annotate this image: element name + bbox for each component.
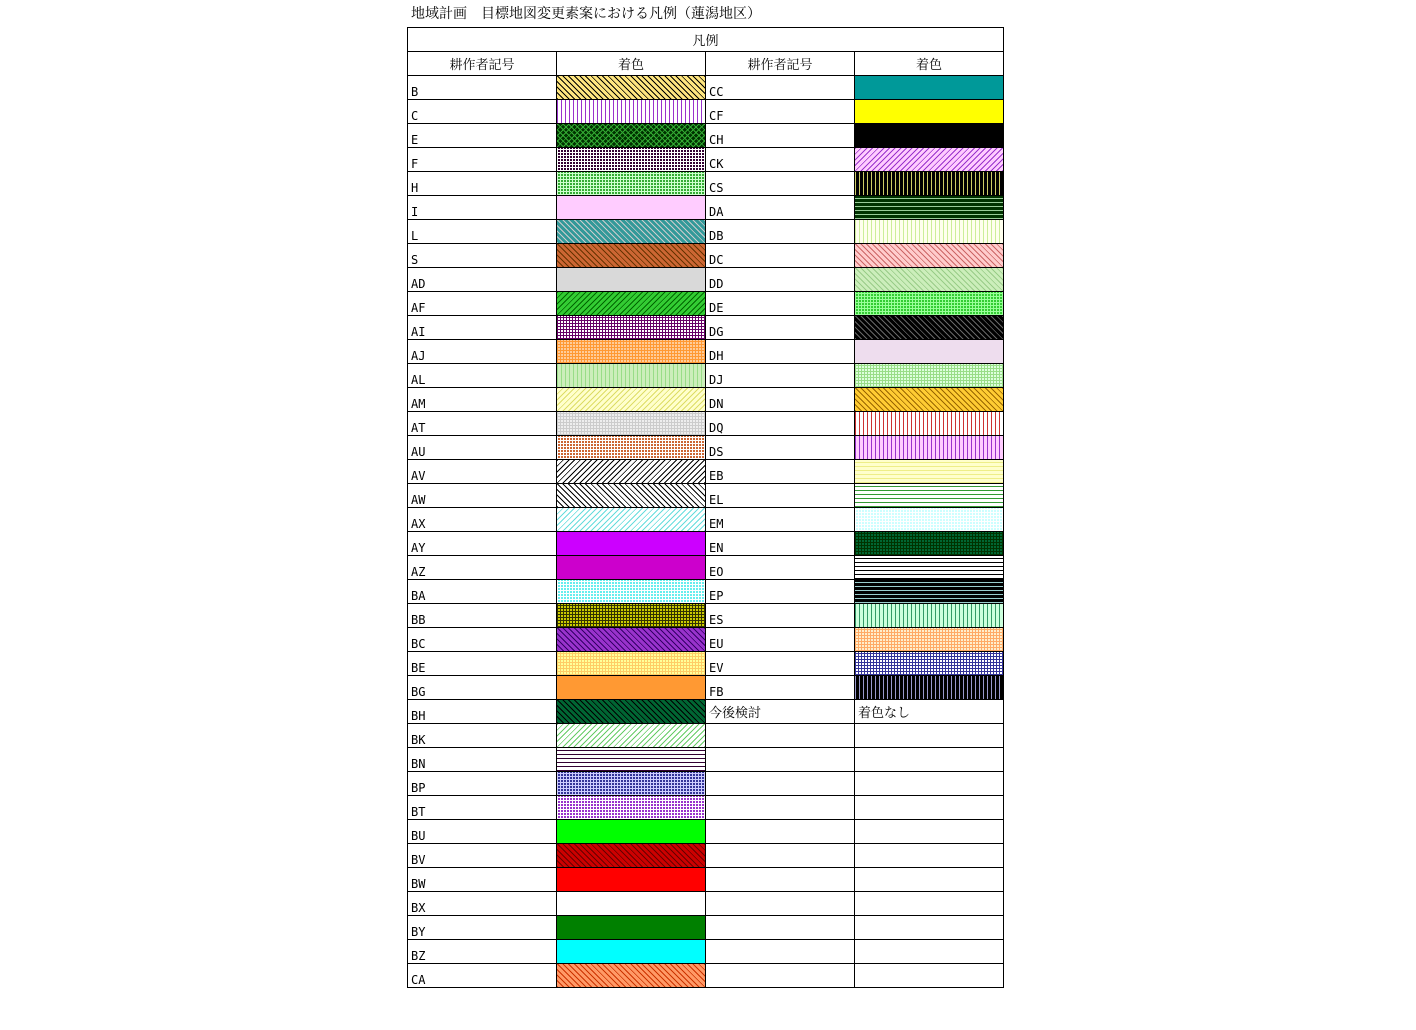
left-color-swatch [557,940,706,964]
legend-row [408,964,1004,988]
color-swatch-fill [557,436,705,459]
left-code-cell: BZ [408,940,557,964]
right-color-text [855,964,1004,988]
right-code-cell: FB [706,676,855,700]
left-code-cell: AL [408,364,557,388]
right-code-cell: DE [706,292,855,316]
right-code-cell: DG [706,316,855,340]
color-swatch-fill [855,316,1003,339]
right-code-cell [706,724,855,748]
left-code-cell: AJ [408,340,557,364]
left-color-swatch [557,964,706,988]
color-swatch-fill [557,220,705,243]
color-swatch-fill [557,292,705,315]
color-swatch-fill [855,364,1003,387]
legend-row [408,676,1004,700]
left-color-swatch [557,532,706,556]
left-color-swatch [557,388,706,412]
left-color-swatch [557,676,706,700]
right-color-swatch [855,220,1004,244]
left-color-swatch [557,100,706,124]
right-code-cell [706,772,855,796]
right-code-cell: DN [706,388,855,412]
color-swatch-fill [557,892,705,915]
legend-caption-row [408,28,1004,52]
legend-row [408,820,1004,844]
color-swatch-fill [557,868,705,891]
color-swatch-fill [855,604,1003,627]
right-color-swatch [855,100,1004,124]
left-color-swatch [557,892,706,916]
right-color-text [855,724,1004,748]
color-swatch-fill [855,460,1003,483]
right-code-cell: EL [706,484,855,508]
right-code-cell [706,868,855,892]
left-code-cell: AY [408,532,557,556]
legend-table [407,27,1004,988]
legend-row [408,556,1004,580]
color-swatch-fill [855,556,1003,579]
left-color-swatch [557,196,706,220]
legend-row [408,412,1004,436]
left-code-cell: BX [408,892,557,916]
right-code-cell: EU [706,628,855,652]
right-color-swatch [855,484,1004,508]
left-color-swatch [557,316,706,340]
right-color-swatch [855,148,1004,172]
left-code-cell: BU [408,820,557,844]
right-code-cell: EM [706,508,855,532]
header-color-right: 着色 [855,52,1004,76]
legend-row [408,580,1004,604]
legend-row [408,484,1004,508]
header-row [408,52,1004,76]
legend-row [408,172,1004,196]
right-color-swatch [855,244,1004,268]
color-swatch-fill [557,172,705,195]
left-code-cell: AX [408,508,557,532]
color-swatch-fill [557,508,705,531]
right-code-cell [706,748,855,772]
legend-row [408,436,1004,460]
legend-row [408,100,1004,124]
left-code-cell: AU [408,436,557,460]
left-code-cell: BY [408,916,557,940]
color-swatch-fill [557,76,705,99]
color-swatch-fill [557,772,705,795]
right-code-cell [706,964,855,988]
legend-row [408,460,1004,484]
right-code-cell: DC [706,244,855,268]
right-code-cell: DB [706,220,855,244]
left-color-swatch [557,724,706,748]
color-swatch-fill [557,964,705,987]
legend-row [408,700,1004,724]
color-swatch-fill [855,268,1003,291]
left-code-cell: BH [408,700,557,724]
left-color-swatch [557,820,706,844]
color-swatch-fill [557,388,705,411]
left-code-cell: AT [408,412,557,436]
color-swatch-fill [557,580,705,603]
right-code-cell [706,820,855,844]
color-swatch-fill [557,748,705,771]
right-code-cell [706,916,855,940]
right-color-swatch [855,124,1004,148]
right-code-cell: CK [706,148,855,172]
color-swatch-fill [855,172,1003,195]
right-color-swatch [855,268,1004,292]
left-color-swatch [557,124,706,148]
left-code-cell: S [408,244,557,268]
right-color-text [855,748,1004,772]
right-color-text [855,772,1004,796]
right-code-cell: CC [706,76,855,100]
left-code-cell: BP [408,772,557,796]
color-swatch-fill [557,916,705,939]
right-code-cell: EP [706,580,855,604]
color-swatch-fill [557,676,705,699]
right-code-cell [706,844,855,868]
legend-row [408,148,1004,172]
right-code-cell: EV [706,652,855,676]
right-code-cell: CH [706,124,855,148]
color-swatch-fill [855,388,1003,411]
left-code-cell: BC [408,628,557,652]
left-code-cell: B [408,76,557,100]
color-swatch-fill [855,340,1003,363]
left-color-swatch [557,916,706,940]
color-swatch-fill [557,796,705,819]
left-color-swatch [557,412,706,436]
legend-row [408,364,1004,388]
left-code-cell: H [408,172,557,196]
left-color-swatch [557,556,706,580]
legend-row [408,196,1004,220]
right-color-swatch [855,316,1004,340]
left-code-cell: BW [408,868,557,892]
legend-row [408,244,1004,268]
right-color-text [855,916,1004,940]
right-color-swatch [855,364,1004,388]
color-swatch-fill [557,100,705,123]
left-code-cell: AI [408,316,557,340]
right-color-text [855,892,1004,916]
color-swatch-fill [557,148,705,171]
right-code-cell: DS [706,436,855,460]
left-color-swatch [557,604,706,628]
left-color-swatch [557,244,706,268]
left-color-swatch [557,292,706,316]
color-swatch-fill [557,532,705,555]
left-color-swatch [557,580,706,604]
right-code-cell: DH [706,340,855,364]
right-color-swatch [855,628,1004,652]
legend-row [408,268,1004,292]
left-code-cell: F [408,148,557,172]
color-swatch-fill [557,124,705,147]
right-color-swatch [855,652,1004,676]
color-swatch-fill [557,364,705,387]
left-code-cell: AF [408,292,557,316]
legend-row [408,388,1004,412]
right-color-swatch [855,76,1004,100]
left-color-swatch [557,268,706,292]
color-swatch-fill [557,316,705,339]
right-color-text [855,868,1004,892]
right-color-text [855,796,1004,820]
legend-row [408,724,1004,748]
legend-row [408,652,1004,676]
color-swatch-fill [557,412,705,435]
legend-row [408,772,1004,796]
left-color-swatch [557,340,706,364]
color-swatch-fill [557,724,705,747]
legend-row [408,220,1004,244]
legend-row [408,844,1004,868]
left-code-cell: BT [408,796,557,820]
left-code-cell: BE [408,652,557,676]
right-code-cell: 今後検討 [706,700,855,724]
right-code-cell: EO [706,556,855,580]
left-code-cell: L [408,220,557,244]
right-code-cell: EN [706,532,855,556]
left-code-cell: BK [408,724,557,748]
left-code-cell: BB [408,604,557,628]
right-code-cell: EB [706,460,855,484]
color-swatch-fill [557,652,705,675]
right-color-swatch [855,388,1004,412]
right-color-swatch [855,604,1004,628]
color-swatch-fill [557,244,705,267]
color-swatch-fill [855,676,1003,699]
left-color-swatch [557,148,706,172]
legend-row [408,892,1004,916]
header-code-right: 耕作者記号 [706,52,855,76]
left-color-swatch [557,796,706,820]
left-color-swatch [557,220,706,244]
legend-row [408,868,1004,892]
legend-row [408,124,1004,148]
color-swatch-fill [557,820,705,843]
color-swatch-fill [855,148,1003,171]
left-color-swatch [557,844,706,868]
left-color-swatch [557,868,706,892]
color-swatch-fill [557,556,705,579]
right-color-swatch [855,436,1004,460]
color-swatch-fill [855,124,1003,147]
left-code-cell: BN [408,748,557,772]
right-code-cell: CF [706,100,855,124]
left-color-swatch [557,508,706,532]
legend-row [408,316,1004,340]
right-code-cell [706,892,855,916]
color-swatch-fill [855,508,1003,531]
right-code-cell: DQ [706,412,855,436]
legend-caption: 凡例 [408,28,1004,52]
legend-row [408,916,1004,940]
left-code-cell: AZ [408,556,557,580]
right-color-swatch [855,172,1004,196]
legend-row [408,748,1004,772]
right-code-cell: ES [706,604,855,628]
right-code-cell: CS [706,172,855,196]
left-color-swatch [557,772,706,796]
color-swatch-fill [855,412,1003,435]
left-code-cell: BV [408,844,557,868]
color-swatch-fill [557,484,705,507]
legend-row [408,940,1004,964]
right-color-swatch [855,556,1004,580]
left-color-swatch [557,628,706,652]
legend-row [408,796,1004,820]
left-code-cell: AD [408,268,557,292]
left-code-cell: I [408,196,557,220]
color-swatch-fill [557,460,705,483]
right-color-swatch [855,196,1004,220]
legend-row [408,292,1004,316]
color-swatch-fill [557,268,705,291]
color-swatch-fill [557,700,705,723]
left-color-swatch [557,748,706,772]
color-swatch-fill [855,76,1003,99]
legend-row [408,532,1004,556]
right-color-swatch [855,412,1004,436]
color-swatch-fill [855,652,1003,675]
right-code-cell: DA [706,196,855,220]
right-code-cell: DD [706,268,855,292]
color-swatch-fill [557,604,705,627]
left-code-cell: BG [408,676,557,700]
left-color-swatch [557,700,706,724]
color-swatch-fill [855,532,1003,555]
header-code-left: 耕作者記号 [408,52,557,76]
left-color-swatch [557,172,706,196]
color-swatch-fill [557,940,705,963]
right-code-cell [706,796,855,820]
legend-row [408,628,1004,652]
legend-row [408,508,1004,532]
left-color-swatch [557,652,706,676]
right-color-text [855,820,1004,844]
legend-row [408,76,1004,100]
color-swatch-fill [855,100,1003,123]
right-code-cell: DJ [706,364,855,388]
left-code-cell: AV [408,460,557,484]
color-swatch-fill [557,628,705,651]
color-swatch-fill [855,220,1003,243]
color-swatch-fill [557,340,705,363]
right-color-swatch [855,460,1004,484]
right-color-text [855,844,1004,868]
left-code-cell: BA [408,580,557,604]
document-title: 地域計画 目標地図変更素案における凡例（蓮潟地区） [411,6,761,22]
right-color-swatch [855,292,1004,316]
left-color-swatch [557,76,706,100]
color-swatch-fill [855,196,1003,219]
right-color-text [855,940,1004,964]
right-color-swatch [855,340,1004,364]
left-color-swatch [557,436,706,460]
right-color-swatch [855,580,1004,604]
right-color-text: 着色なし [855,700,1004,724]
color-swatch-fill [855,436,1003,459]
right-color-swatch [855,508,1004,532]
left-color-swatch [557,484,706,508]
left-color-swatch [557,460,706,484]
color-swatch-fill [855,580,1003,603]
right-code-cell [706,940,855,964]
color-swatch-fill [557,196,705,219]
left-code-cell: E [408,124,557,148]
color-swatch-fill [855,484,1003,507]
color-swatch-fill [855,628,1003,651]
right-color-swatch [855,676,1004,700]
left-color-swatch [557,364,706,388]
legend-row [408,340,1004,364]
left-code-cell: AM [408,388,557,412]
color-swatch-fill [557,844,705,867]
color-swatch-fill [855,244,1003,267]
right-color-swatch [855,532,1004,556]
left-code-cell: AW [408,484,557,508]
left-code-cell: C [408,100,557,124]
legend-row [408,604,1004,628]
color-swatch-fill [855,292,1003,315]
header-color-left: 着色 [557,52,706,76]
left-code-cell: CA [408,964,557,988]
